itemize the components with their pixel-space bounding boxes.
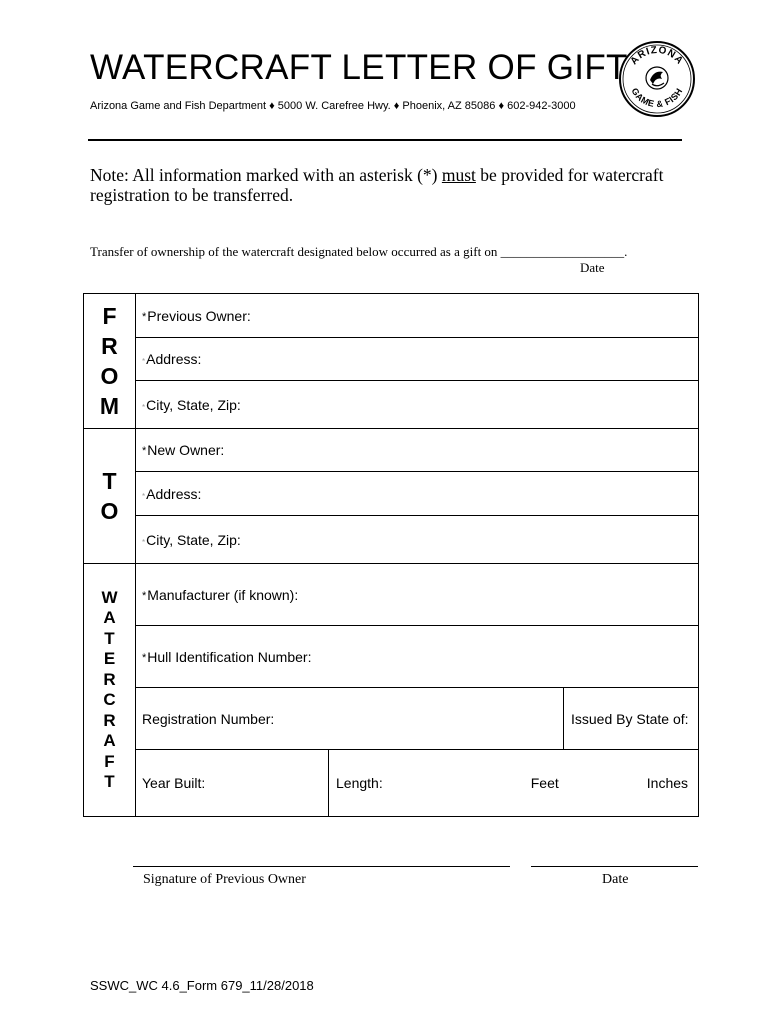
previous-owner-address-label: Address: xyxy=(146,351,202,367)
watercraft-letter: W xyxy=(101,587,118,607)
previous-owner-address-field[interactable] xyxy=(136,338,699,381)
watercraft-letter: F xyxy=(104,751,115,771)
required-asterisk: * xyxy=(142,357,146,366)
signature-previous-owner-label: Signature of Previous Owner xyxy=(143,872,306,887)
watercraft-letter: T xyxy=(104,628,115,648)
to-letter: T xyxy=(102,468,117,494)
previous-owner-label: Previous Owner: xyxy=(147,307,251,324)
year-built-field[interactable] xyxy=(136,750,329,817)
from-letter: O xyxy=(100,363,119,389)
inches-label: Inches xyxy=(646,775,689,791)
svg-text:ARIZONA: ARIZONA xyxy=(628,44,686,68)
watercraft-letter: A xyxy=(103,731,116,750)
registration-number-label: Registration Number: xyxy=(142,710,275,727)
signature-date-line[interactable] xyxy=(531,866,698,867)
required-asterisk: * xyxy=(142,651,147,664)
from-letter: F xyxy=(102,303,117,329)
new-owner-address-field[interactable] xyxy=(136,472,699,516)
hull-id-label: Hull Identification Number: xyxy=(147,648,312,665)
manufacturer-label: Manufacturer (if known): xyxy=(147,586,299,603)
signature-line[interactable] xyxy=(133,866,510,867)
new-owner-field[interactable] xyxy=(136,429,699,472)
issued-by-state-field[interactable] xyxy=(564,688,699,750)
required-fields-note: Note: All information marked with an asterisk (*) must be provided for watercraft registration to be transferred. xyxy=(90,165,664,205)
previous-owner-field[interactable] xyxy=(136,294,699,338)
previous-owner-city-label: City, State, Zip: xyxy=(146,396,241,413)
transfer-statement: Transfer of ownership of the watercraft designated below occurred as a gift on ___________________. xyxy=(90,244,628,259)
required-asterisk: * xyxy=(142,491,146,501)
required-asterisk: * xyxy=(142,310,147,323)
required-asterisk: * xyxy=(142,402,146,412)
new-owner-city-label: City, State, Zip: xyxy=(146,531,241,548)
department-address: Arizona Game and Fish Department ♦ 5000 W. Carefree Hwy. ♦ Phoenix, AZ 85086 ♦ 602-942-3000 xyxy=(90,100,576,112)
to-letter: O xyxy=(100,498,119,524)
to-letters xyxy=(101,466,119,526)
length-field[interactable] xyxy=(329,750,699,817)
form-id-footer: SSWC_WC 4.6_Form 679_11/28/2018 xyxy=(90,978,314,993)
transfer-date-label: Date xyxy=(580,260,605,275)
registration-number-field[interactable] xyxy=(136,688,564,750)
arizona-game-fish-logo xyxy=(618,40,696,118)
feet-label: Feet xyxy=(530,775,559,791)
to-section-label xyxy=(84,429,136,564)
watercraft-letter: E xyxy=(103,649,116,668)
watercraft-letters xyxy=(101,588,117,793)
signature-date-label: Date xyxy=(602,872,629,887)
form-title: WATERCRAFT LETTER OF GIFT xyxy=(90,48,628,87)
new-owner-label: New Owner: xyxy=(147,442,225,458)
new-owner-address-label: Address: xyxy=(146,485,202,502)
required-asterisk: * xyxy=(142,589,147,602)
year-built-label: Year Built: xyxy=(142,775,206,791)
from-letter: M xyxy=(99,393,120,419)
fish-bird-emblem-icon xyxy=(646,67,668,89)
from-section-label xyxy=(84,294,136,429)
required-asterisk: * xyxy=(142,537,146,547)
header-divider xyxy=(88,139,682,141)
watercraft-letter: R xyxy=(103,669,116,689)
watercraft-letter: T xyxy=(104,772,115,791)
watercraft-letter: R xyxy=(103,710,116,730)
previous-owner-city-state-zip-field[interactable] xyxy=(136,381,699,429)
required-asterisk: * xyxy=(142,445,147,457)
hull-id-field[interactable] xyxy=(136,626,699,688)
watercraft-letter: C xyxy=(103,690,116,709)
length-label: Length: xyxy=(336,775,383,791)
svg-text:GAME & FISH: GAME & FISH xyxy=(629,86,685,110)
watercraft-letter: A xyxy=(103,608,116,627)
issued-by-state-label: Issued By State of: xyxy=(571,710,689,727)
watercraft-form-table xyxy=(83,293,699,817)
from-letter: R xyxy=(101,333,118,359)
new-owner-city-state-zip-field[interactable] xyxy=(136,516,699,564)
manufacturer-field[interactable] xyxy=(136,564,699,626)
watercraft-section-label xyxy=(84,564,136,817)
from-letters xyxy=(100,301,119,421)
